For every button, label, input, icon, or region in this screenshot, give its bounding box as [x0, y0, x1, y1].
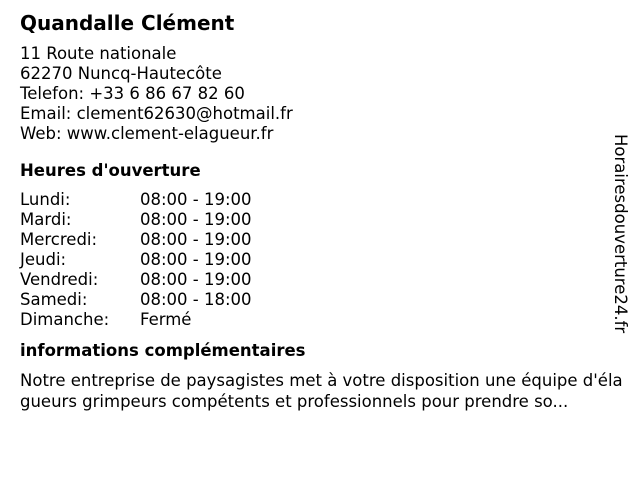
- day-label: Samedi:: [20, 290, 88, 309]
- hours-row: [20, 210, 620, 230]
- day-label: Lundi:: [20, 190, 71, 209]
- info-heading: informations complémentaires: [20, 341, 306, 360]
- day-label: Vendredi:: [20, 270, 99, 289]
- street-address: 11 Route nationale: [20, 44, 177, 63]
- time-value: 08:00 - 18:00: [140, 290, 252, 309]
- hours-row: [20, 270, 620, 290]
- email-line: Email: clement62630@hotmail.fr: [20, 104, 293, 123]
- day-label: Mardi:: [20, 210, 72, 229]
- time-value: 08:00 - 19:00: [140, 270, 252, 289]
- time-value: 08:00 - 19:00: [140, 210, 252, 229]
- hours-row: [20, 250, 620, 270]
- hours-table: [20, 190, 620, 330]
- hours-row: [20, 190, 620, 210]
- day-label: Dimanche:: [20, 310, 110, 329]
- time-value: Fermé: [140, 310, 192, 329]
- contact-block: [20, 44, 620, 144]
- web-line: Web: www.clement-elagueur.fr: [20, 124, 274, 143]
- hours-row: [20, 310, 620, 330]
- site-watermark: Horairesdouverture24.fr: [611, 134, 630, 334]
- hours-row: [20, 230, 620, 250]
- description-text: Notre entreprise de paysagistes met à votre disposition une équipe d'élagueurs grimpeurs compétents et professionnels pour prendre so...: [20, 371, 623, 411]
- day-label: Jeudi:: [20, 250, 67, 269]
- hours-row: [20, 290, 620, 310]
- day-label: Mercredi:: [20, 230, 98, 249]
- time-value: 08:00 - 19:00: [140, 250, 252, 269]
- time-value: 08:00 - 19:00: [140, 230, 252, 249]
- time-value: 08:00 - 19:00: [140, 190, 252, 209]
- hours-heading: Heures d'ouverture: [20, 161, 201, 180]
- city-address: 62270 Nuncq-Hautecôte: [20, 64, 222, 83]
- phone-line: Telefon: +33 6 86 67 82 60: [20, 84, 245, 103]
- business-name: Quandalle Clément: [20, 11, 235, 35]
